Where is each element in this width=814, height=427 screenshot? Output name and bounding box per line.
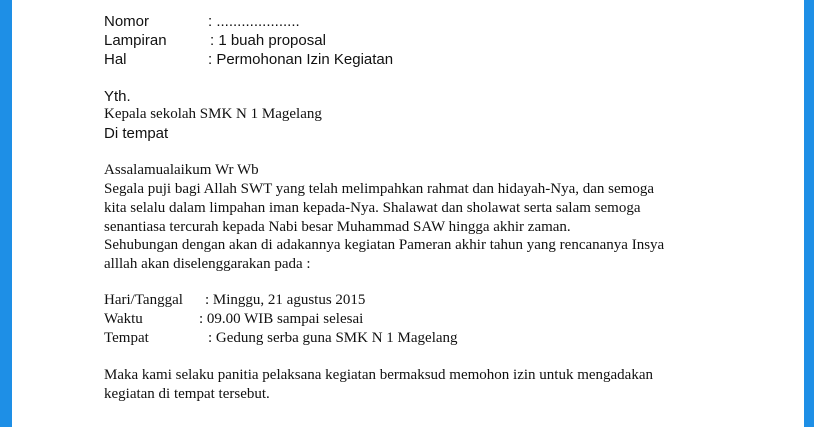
hal-label: Hal (104, 51, 127, 68)
paragraph-1-line-3: senantiasa tercurah kepada Nabi besar Muhammad SAW hingga akhir zaman. (104, 219, 571, 235)
event-date-value: : Minggu, 21 agustus 2015 (205, 292, 366, 308)
event-place-value: : Gedung serba guna SMK N 1 Magelang (208, 330, 458, 346)
recipient-yth: Yth. (104, 88, 131, 105)
nomor-value: : .................... (208, 13, 300, 30)
frame-left-border (0, 0, 12, 427)
closing-line-2: kegiatan di tempat tersebut. (104, 386, 270, 402)
event-time-label: Waktu (104, 311, 143, 327)
event-time-value: : 09.00 WIB sampai selesai (199, 311, 364, 327)
event-place-label: Tempat (104, 330, 149, 346)
frame-right-border (804, 0, 814, 427)
letter-page (12, 0, 804, 427)
paragraph-2-line-1: Sehubungan dengan akan di adakannya kegiatan Pameran akhir tahun yang rencananya Insya (104, 237, 665, 253)
recipient-place: Di tempat (104, 125, 169, 142)
lampiran-label: Lampiran (104, 32, 167, 49)
hal-value: : Permohonan Izin Kegiatan (208, 51, 394, 68)
paragraph-1-line-2: kita selalu dalam limpahan iman kepada-Nya. Shalawat dan sholawat serta salam semoga (104, 200, 641, 216)
greeting: Assalamualaikum Wr Wb (104, 162, 259, 178)
lampiran-value: : 1 buah proposal (210, 32, 326, 49)
paragraph-1-line-1: Segala puji bagi Allah SWT yang telah melimpahkan rahmat dan hidayah-Nya, dan semoga (104, 181, 654, 197)
recipient-name: Kepala sekolah SMK N 1 Magelang (104, 106, 322, 122)
event-date-label: Hari/Tanggal (104, 292, 183, 308)
closing-line-1: Maka kami selaku panitia pelaksana kegiatan bermaksud memohon izin untuk mengadakan (104, 367, 653, 383)
paragraph-2-line-2: alllah akan diselenggarakan pada : (104, 256, 311, 272)
nomor-label: Nomor (104, 13, 150, 30)
